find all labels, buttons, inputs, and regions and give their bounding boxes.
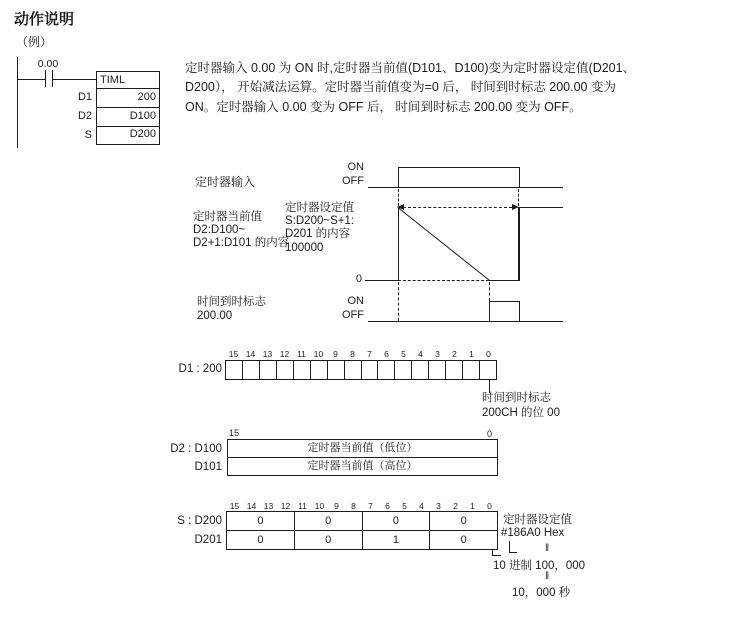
operand-value-d2: D100 — [97, 107, 159, 126]
d1-note-line-2: 200CH 的位 00 — [482, 406, 560, 419]
d2-row2-label: D101 — [194, 461, 222, 473]
bit-cell — [411, 361, 428, 379]
pv-rise-edge — [398, 207, 399, 281]
bit-label: 1 — [469, 349, 474, 359]
d2-bit0-label: 0 — [487, 429, 493, 439]
d1-bit-numbers — [225, 349, 497, 359]
zero-label: 0 — [355, 273, 362, 285]
d1-bit0-note — [482, 391, 560, 420]
bit-label: 15 — [229, 501, 240, 511]
bit-label: 13 — [262, 349, 273, 359]
bit-label: 0 — [486, 349, 491, 359]
ladder-power-rail — [17, 57, 18, 148]
flag-off-label: OFF — [342, 309, 364, 321]
sv-level-dashed-line — [403, 207, 512, 208]
nibble-cell: 0 — [429, 531, 497, 549]
zero-level-left — [365, 280, 398, 281]
flag-label-line-2: 200.00 — [197, 309, 233, 322]
operand-value-s: D200 — [97, 126, 159, 143]
bit-label: 2 — [452, 349, 457, 359]
sv-label — [285, 202, 354, 255]
bit-label: 10 — [314, 501, 325, 511]
decimal-value-text: 10 进制 100，000 — [493, 560, 586, 572]
zero-level-dashed — [398, 280, 489, 281]
bit-cell — [462, 361, 479, 379]
example-label: （例） — [16, 35, 53, 49]
flag-on-label: ON — [347, 295, 364, 307]
zero-level-right — [489, 280, 520, 281]
s-row2-label: D201 — [194, 534, 222, 546]
bit-cell — [276, 361, 293, 379]
nibble-cell: 0 — [294, 531, 362, 549]
equals-mark-1: ‖ — [545, 543, 550, 554]
d1-bit-cells — [225, 360, 497, 380]
ladder-wire-left — [17, 79, 45, 80]
pv-reset-level-line — [519, 207, 563, 208]
flag-label — [197, 296, 266, 323]
sv-label-line-2: S:D200~S+1: — [285, 215, 355, 228]
description-line-1: 定时器输入 0.00 为 ON 时,定时器当前值(D101、D100)变为定时器设定值(D201、 — [185, 61, 636, 75]
operand-name-d2: D2 — [77, 110, 92, 122]
pv-label-line-2: D2:D100~ — [193, 224, 246, 237]
description-paragraph — [185, 59, 635, 117]
flag-baseline — [368, 321, 563, 322]
timing-input-label: 定时器输入 — [195, 175, 256, 189]
nibble-cell: 0 — [257, 533, 264, 546]
bit-cell — [377, 361, 394, 379]
bit-label: 7 — [367, 349, 372, 359]
bit-cell — [428, 361, 445, 379]
bit-label: 12 — [279, 349, 290, 359]
seconds-value-text: 10，000 秒 — [512, 587, 571, 599]
bit-label: 11 — [298, 501, 307, 511]
pv-label-line-1: 定时器当前值 — [193, 211, 262, 223]
s-d200-row — [226, 511, 498, 531]
description-line-3: ON。定时器输入 0.00 变为 OFF 后， 时间到时标志 200.00 变为 OFF。 — [185, 99, 582, 114]
operand-value-d1: 200 — [97, 88, 159, 107]
d1-row-label: D1 : 200 — [178, 363, 222, 375]
bit-label: 5 — [401, 349, 406, 359]
d2-bit15-label: 15 — [229, 428, 240, 438]
operand-name-d1: D1 — [77, 91, 92, 103]
bit-cell — [394, 361, 411, 379]
page-title: 动作说明 — [14, 11, 75, 28]
input-on-label: ON — [347, 161, 364, 173]
description-line-2: D200）， 开始减法运算。定时器当前值变为=0 后， 时间到时标志 200.00 变为 — [185, 80, 616, 95]
bit-cell — [445, 361, 462, 379]
sv-label-line-1: 定时器设定值 — [285, 202, 354, 214]
nibble-cell: 1 — [362, 531, 430, 549]
bit-label: 4 — [418, 349, 423, 359]
input-high-pulse — [398, 167, 520, 188]
ladder-wire-right — [53, 79, 96, 80]
sv-label-line-4: 100000 — [285, 241, 324, 254]
d1-note-line-1: 时间到时标志 — [482, 392, 551, 404]
input-off-label: OFF — [342, 175, 364, 187]
sv-annotation-line-2: #186A0 Hex — [501, 527, 565, 539]
operand-name-s: S — [84, 129, 92, 141]
instruction-box — [96, 71, 160, 145]
input-baseline-left — [368, 187, 398, 188]
bit-cell — [226, 361, 242, 379]
nibble-cell: 0 — [362, 512, 430, 530]
bit-label: 15 — [228, 349, 239, 359]
contact-bar-left — [45, 70, 47, 87]
bit-label: 2 — [453, 501, 458, 511]
bit-cell — [310, 361, 327, 379]
bit-cell — [259, 361, 276, 379]
bit-label: 8 — [351, 501, 356, 511]
pv-countdown-ramp — [397, 207, 489, 281]
d2-word-table — [227, 439, 498, 476]
bit-label: 6 — [385, 501, 390, 511]
s-hook-a-horizontal — [492, 555, 501, 556]
bit-label: 5 — [402, 501, 407, 511]
bit-label: 4 — [419, 501, 424, 511]
bit-label: 9 — [333, 349, 338, 359]
nibble-cell: 0 — [294, 512, 362, 530]
bit-label: 3 — [435, 349, 440, 359]
nibble-cell: 0 — [257, 515, 264, 527]
bit-cell — [242, 361, 259, 379]
s-d201-row — [226, 530, 498, 550]
bit-cell — [293, 361, 310, 379]
dashed-v-rise-top — [398, 189, 399, 206]
d2-low-word-cell: 定时器当前值（低位） — [228, 440, 497, 458]
bit-label: 6 — [384, 349, 389, 359]
nibble-cell: 0 — [429, 512, 497, 530]
bit-label: 9 — [334, 501, 339, 511]
contact-address: 0.00 — [37, 58, 59, 70]
bit-label: 8 — [350, 349, 355, 359]
bit-label: 0 — [487, 501, 492, 511]
bit-label: 1 — [470, 501, 475, 511]
pv-label — [193, 211, 289, 251]
bit-cell — [479, 361, 496, 379]
dashed-v-fall-top — [518, 189, 519, 206]
bit-label: 13 — [263, 501, 274, 511]
bit-label: 10 — [313, 349, 324, 359]
bit-cell — [327, 361, 344, 379]
bit-label: 7 — [368, 501, 373, 511]
pv-label-line-3: D2+1:D101 的内容 — [193, 237, 290, 250]
input-baseline-right — [519, 187, 563, 188]
bit-label: 3 — [436, 501, 441, 511]
instruction-mnemonic: TIML — [100, 74, 126, 86]
d2-row1-label: D2 : D100 — [170, 443, 222, 455]
bit-label: 11 — [297, 349, 306, 359]
bit-label: 14 — [246, 501, 257, 511]
bit-cell — [361, 361, 378, 379]
bit-label: 14 — [245, 349, 256, 359]
s-bit-numbers — [226, 501, 498, 511]
dashed-v-rise-bottom — [398, 282, 399, 321]
sv-annotation-line-1: 定时器设定值 — [503, 514, 572, 526]
dashed-v-timeup — [489, 282, 490, 301]
pv-jump-edge — [518, 207, 519, 281]
equals-mark-2: ‖ — [545, 571, 550, 582]
d2-high-word-cell: 定时器当前值（高位） — [307, 460, 418, 472]
s-row1-label: S : D200 — [177, 515, 222, 527]
flag-high-pulse — [489, 301, 520, 322]
sv-label-line-3: D201 的内容 — [285, 228, 351, 241]
bit-label: 12 — [280, 501, 291, 511]
bit-cell — [344, 361, 361, 379]
s-hook-b-horizontal — [509, 552, 517, 553]
flag-label-line-1: 时间到时标志 — [197, 296, 266, 308]
